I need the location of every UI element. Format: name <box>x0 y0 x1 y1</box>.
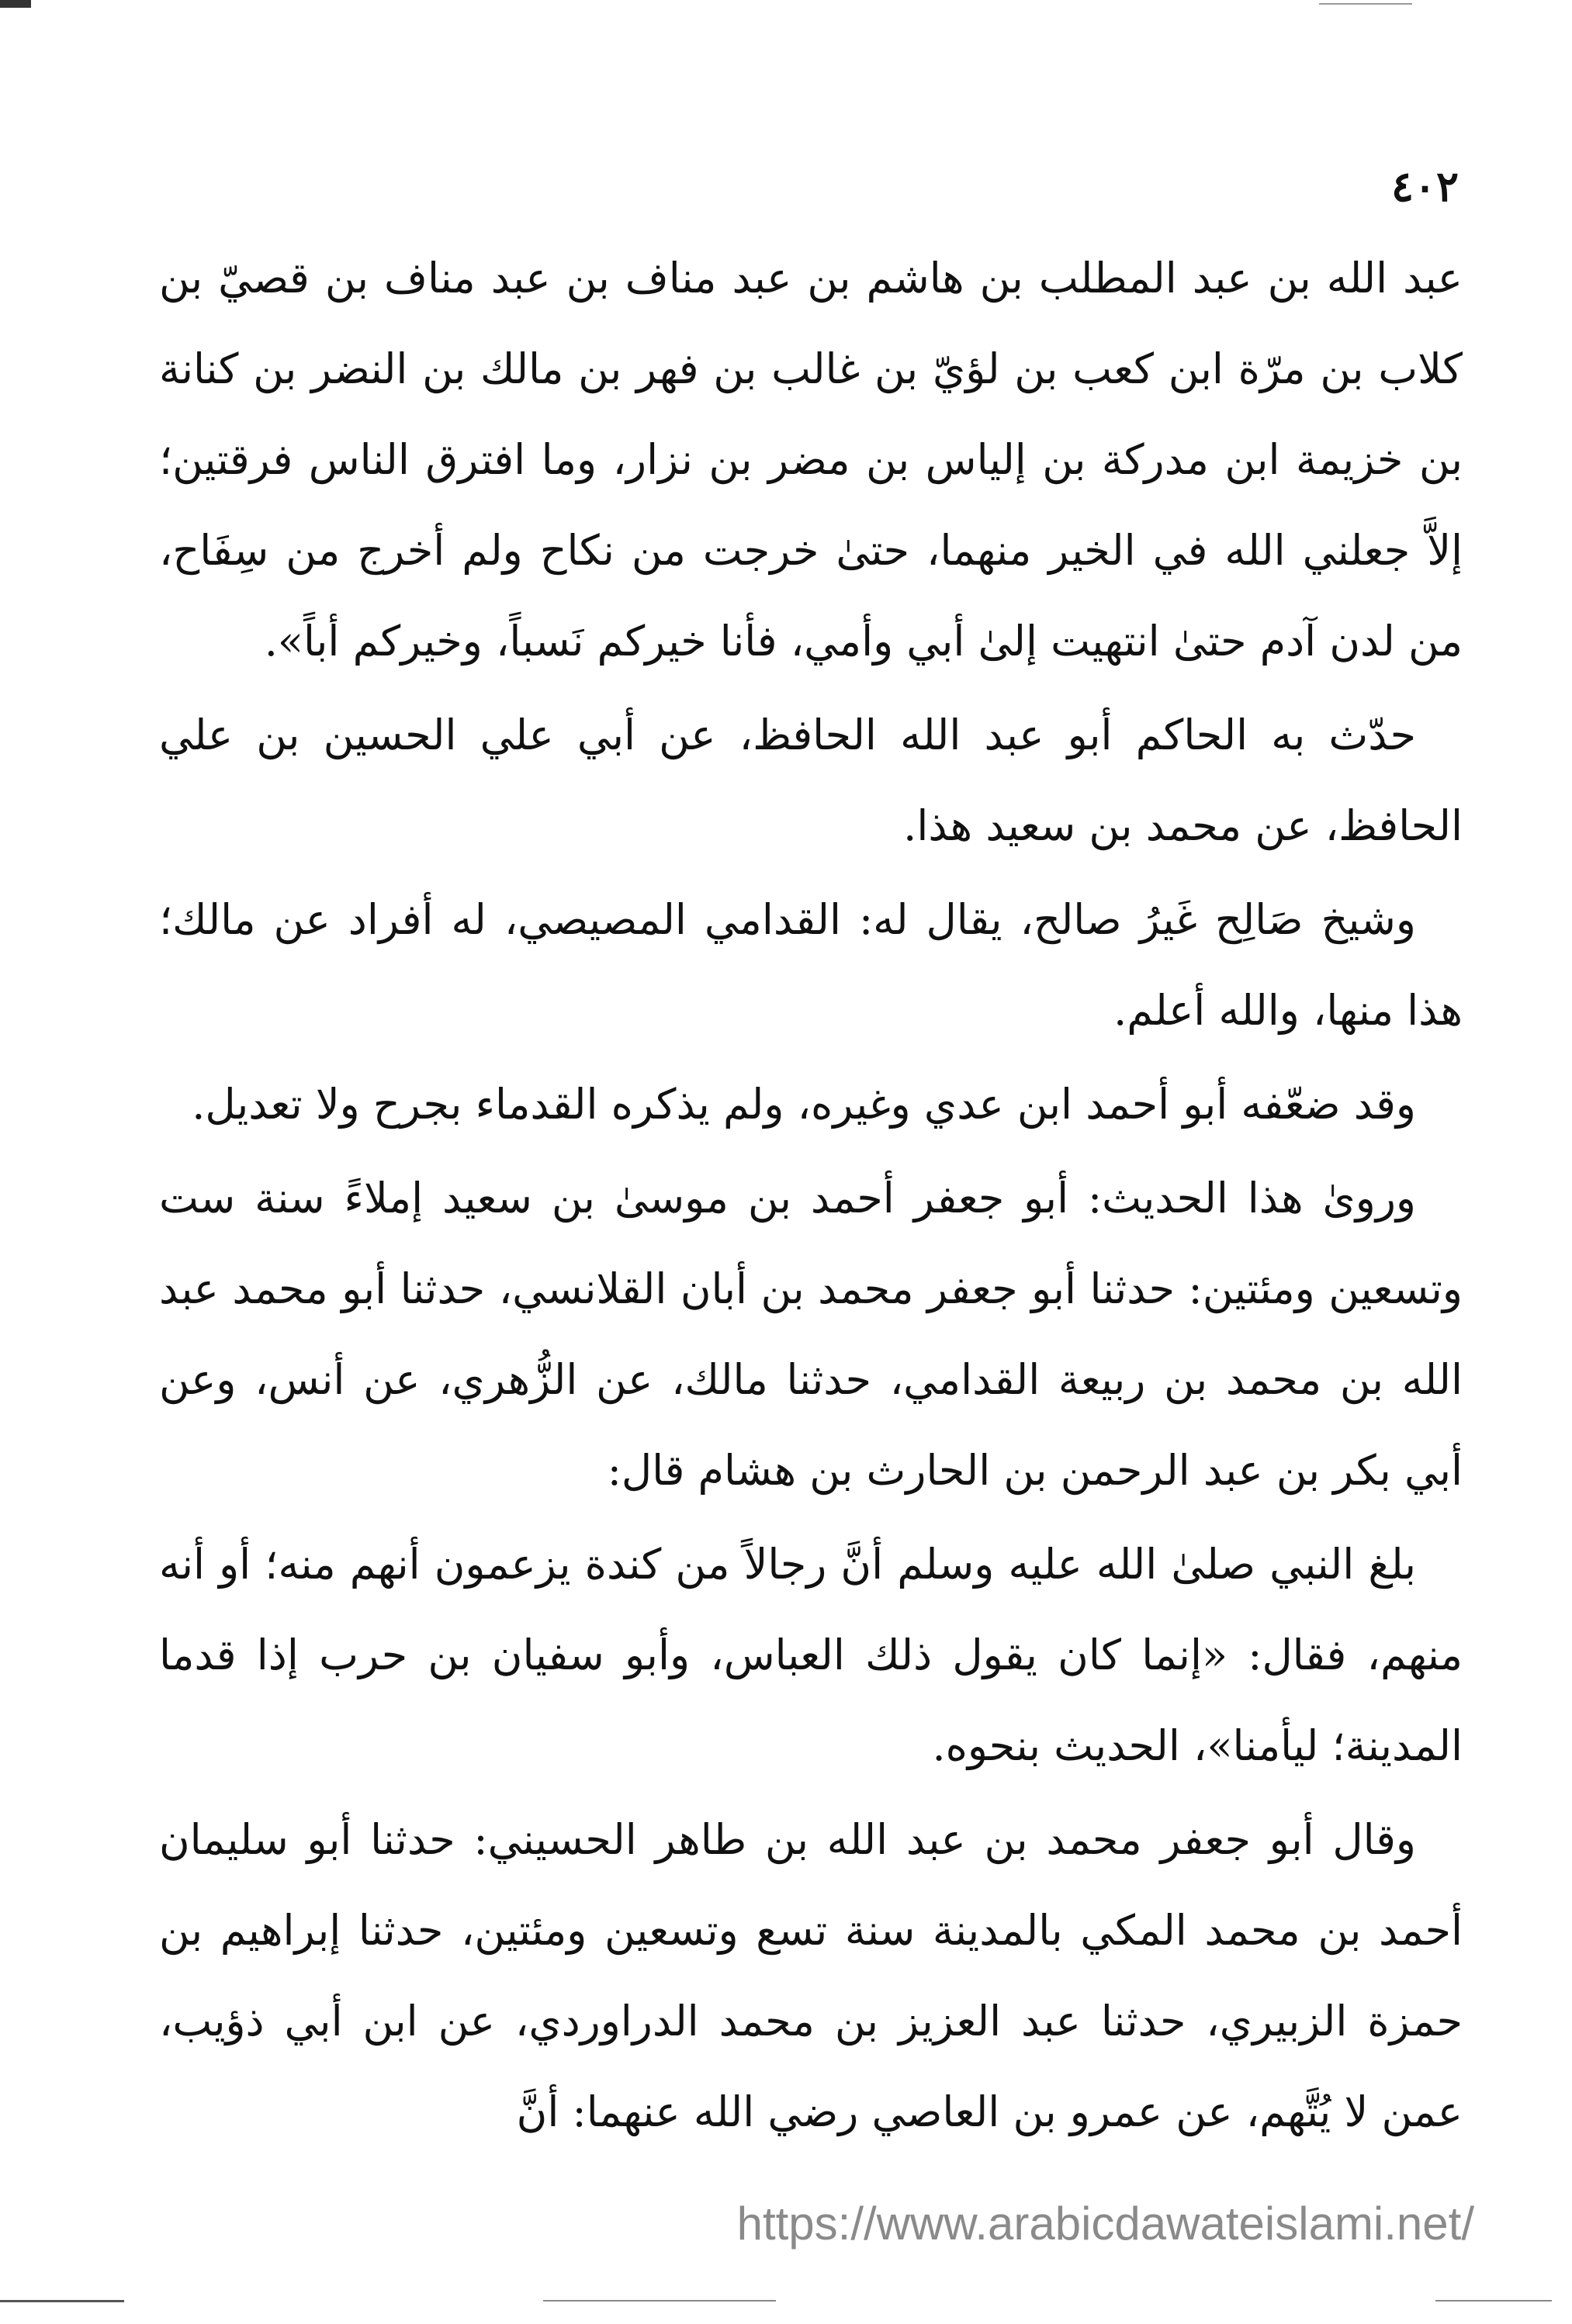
bottom-scan-line-left <box>0 2300 124 2302</box>
watermark-url: https://www.arabicdawateislami.net/ <box>736 2198 1474 2250</box>
paragraph-2: حدّث به الحاكم أبو عبد الله الحافظ، عن أبي علي الحسين بن علي الحافظ، عن محمد بن سعيد هذا. <box>159 711 1463 850</box>
bottom-scan-line-center <box>543 2300 776 2302</box>
paragraph-1: عبد الله بن عبد المطلب بن هاشم بن عبد مناف بن عبد مناف بن قصيّ بن كلاب بن مرّة ابن كعب بن لؤيّ بن غالب بن فهر بن مالك بن النضر بن كنانة بن خزيمة ابن مدركة بن إلياس بن مضر بن نزار، وما افترق الناس فرقتين؛ إلاَّ جعلني الله في الخير منهما، حتىٰ خرجت من نكاح ولم أخرج من سِفَاح، من لدن آدم حتىٰ انتهيت إلىٰ أبي وأمي، فأنا خيركم نَسباً، وخيركم أباً». <box>159 254 1463 666</box>
page-number: ٤٠٢ <box>1390 161 1459 211</box>
paragraph-4: وقد ضعّفه أبو أحمد ابن عدي وغيره، ولم يذكره القدماء بجرح ولا تعديل. <box>192 1080 1416 1129</box>
paragraph-5: ورویٰ هذا الحديث: أبو جعفر أحمد بن موسیٰ بن سعيد إملاءً سنة ست وتسعين ومئتين: حدثنا أبو جعفر محمد بن أبان القلانسي، حدثنا أبو محمد عبد الله بن محمد بن ربيعة القدامي، حدثنا مالك، عن الزُّهري، عن أنس، وعن أبي بكر بن عبد الرحمن بن الحارث بن هشام قال: <box>159 1174 1463 1495</box>
scan-corner-mark <box>0 0 31 8</box>
paragraph-7: وقال أبو جعفر محمد بن عبد الله بن طاهر الحسيني: حدثنا أبو سليمان أحمد بن محمد المكي بالمدينة سنة تسع وتسعين ومئتين، حدثنا إبراهيم بن حمزة الزبيري، حدثنا عبد العزيز بن محمد الدراوردي، عن ابن أبي ذؤيب، عمن لا يُتَّهم، عن عمرو بن العاصي رضي الله عنهما: أنَّ <box>159 1815 1463 2136</box>
paragraph-3: وشيخ صَالِح غَيرُ صالح، يقال له: القدامي المصيصي، له أفراد عن مالك؛ هذا منها، والله أعلم. <box>159 895 1463 1035</box>
paragraph-6: بلغ النبي صلىٰ الله عليه وسلم أنَّ رجالاً من كندة يزعمون أنهم منه؛ أو أنه منهم، فقال: «إنما كان يقول ذلك العباس، وأبو سفيان بن حرب إذا قدما المدينة؛ ليأمنا»، الحديث بنحوه. <box>159 1540 1463 1770</box>
main-text <box>159 233 1463 2157</box>
scan-top-dots <box>1319 3 1412 5</box>
bottom-scan-line-right <box>1435 2300 1552 2302</box>
